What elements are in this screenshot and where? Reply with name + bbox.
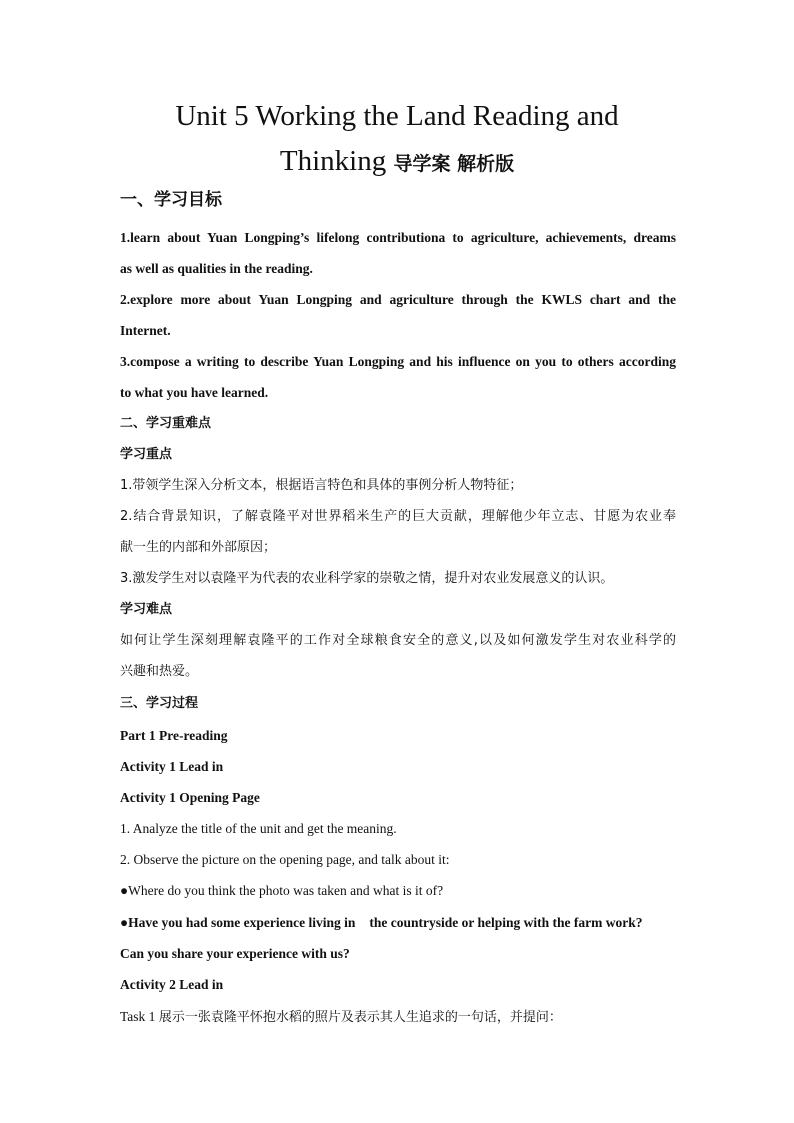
key-point-2-line-1: 2.结合背景知识，了解袁隆平对世界稻米生产的巨大贡献，理解他少年立志、甘愿为农业奉 bbox=[120, 509, 676, 524]
document-title-line-1: Unit 5 Working the Land Reading and bbox=[175, 100, 619, 132]
activity-2-lead-in: Activity 2 Lead in bbox=[120, 977, 224, 992]
question-2-line-1 bbox=[120, 913, 676, 933]
objective-3-line-2: to what you have learned. bbox=[120, 385, 269, 400]
question-2-line-2: Can you share your experience with us? bbox=[120, 946, 350, 961]
section-heading-key-points: 二、学习重难点 bbox=[120, 416, 212, 431]
section-heading-process: 三、学习过程 bbox=[120, 696, 199, 711]
section-heading-objectives: 一、学习目标 bbox=[120, 190, 222, 210]
activity-1-lead-in: Activity 1 Lead in bbox=[120, 759, 224, 774]
objective-1-line-1: 1.learn about Yuan Longping’s lifelong contributiona to agriculture, achievements, dreams bbox=[120, 230, 676, 245]
key-point-3: 3.激发学生对以袁隆平为代表的农业科学家的崇敬之情，提升对农业发展意义的认识。 bbox=[120, 571, 614, 586]
title-chinese: 导学案 解析版 bbox=[393, 153, 515, 175]
objective-2-line-2: Internet. bbox=[120, 323, 171, 338]
document-title-line-2 bbox=[0, 145, 794, 178]
title-english: Thinking bbox=[279, 145, 387, 177]
part-1-heading: Part 1 Pre-reading bbox=[120, 728, 228, 743]
difficulties-heading: 学习难点 bbox=[120, 602, 173, 617]
objective-1-line-2: as well as qualities in the reading. bbox=[120, 261, 313, 276]
key-point-2-line-2: 献一生的内部和外部原因； bbox=[120, 540, 277, 555]
task-1-label: Task 1 bbox=[120, 1009, 156, 1024]
key-point-1: 1.带领学生深入分析文本，根据语言特色和具体的事例分析人物特征； bbox=[120, 478, 523, 493]
difficulty-line-1: 如何让学生深刻理解袁隆平的工作对全球粮食安全的意义,以及如何激发学生对农业科学的 bbox=[120, 633, 676, 648]
step-1-text: 1. Analyze the title of the unit and get the meaning. bbox=[120, 821, 397, 836]
question-1: ●Where do you think the photo was taken and what is it of? bbox=[120, 883, 444, 898]
task-1-text: 展示一张袁隆平怀抱水稻的照片及表示其人生追求的一句话，并提问： bbox=[158, 1010, 562, 1025]
step-2-text: 2. Observe the picture on the opening page, and talk about it: bbox=[120, 852, 450, 867]
objective-3-line-1: 3.compose a writing to describe Yuan Longping and his influence on you to others according bbox=[120, 354, 676, 369]
objective-2-line-1: 2.explore more about Yuan Longping and agriculture through the KWLS chart and the bbox=[120, 292, 676, 307]
question-2-part-1: ●Have you had some experience living in bbox=[120, 915, 356, 930]
question-2-part-2: the countryside or helping with the farm work? bbox=[369, 915, 643, 930]
activity-1-opening-page: Activity 1 Opening Page bbox=[120, 790, 260, 805]
task-1-line bbox=[120, 1007, 676, 1028]
difficulty-line-2: 兴趣和热爱。 bbox=[120, 664, 199, 679]
key-points-heading: 学习重点 bbox=[120, 447, 173, 462]
